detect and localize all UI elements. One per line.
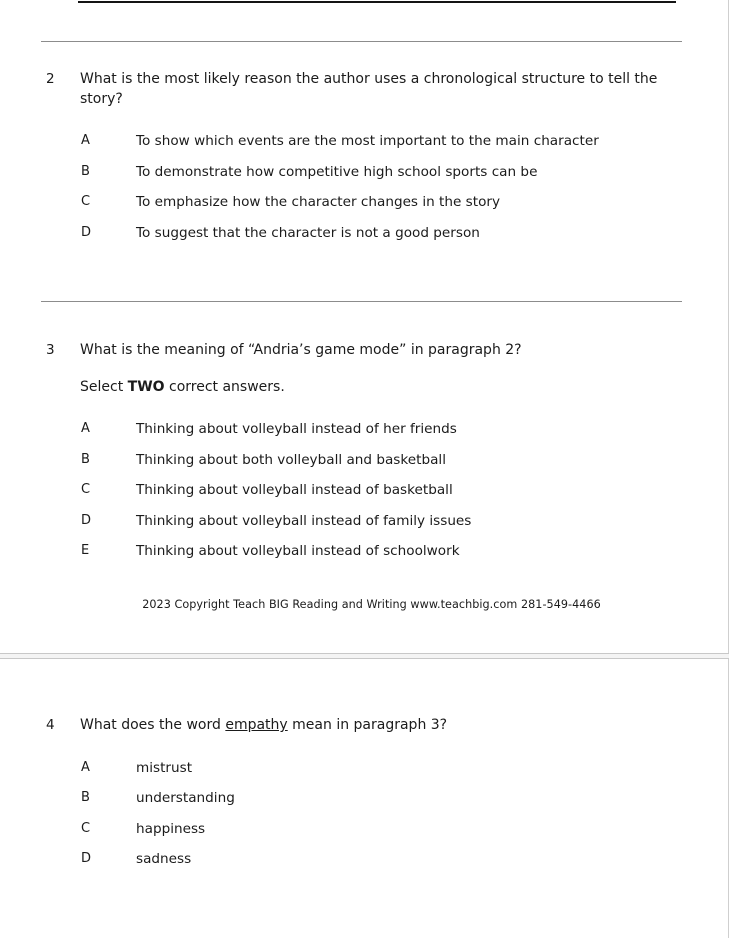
option-row[interactable] xyxy=(0,191,729,213)
option-letter: B xyxy=(81,451,90,467)
option-row[interactable] xyxy=(0,222,729,244)
option-row[interactable] xyxy=(0,510,729,532)
option-text: happiness xyxy=(136,820,206,837)
option-row[interactable] xyxy=(0,540,729,562)
question-2-options xyxy=(0,130,729,244)
option-letter: D xyxy=(81,224,92,240)
instruction-prefix: Select xyxy=(80,378,128,395)
option-text: Thinking about both volleyball and basketball xyxy=(136,451,446,468)
copyright-text: 2023 Copyright Teach BIG Reading and Writing www.teachbig.com 281-549-4466 xyxy=(142,598,601,611)
option-letter: B xyxy=(81,790,90,805)
question-block-2 xyxy=(0,70,729,252)
option-letter: A xyxy=(81,133,90,148)
option-text: Thinking about volleyball instead of basketball xyxy=(136,482,453,498)
option-text: To demonstrate how competitive high school sports can be xyxy=(136,163,538,180)
document-page-2 xyxy=(0,659,729,938)
option-text: To show which events are the most important to the main character xyxy=(136,133,599,149)
question-block-3 xyxy=(0,341,729,571)
option-text: To emphasize how the character changes in the story xyxy=(136,194,501,210)
option-row[interactable] xyxy=(0,161,729,183)
page-1-footer xyxy=(0,598,729,611)
option-letter: E xyxy=(81,543,90,558)
question-3-stem-text: What is the meaning of “Andria’s game mode” in paragraph 2? xyxy=(80,342,522,358)
question-3-options xyxy=(0,418,729,562)
option-text: mistrust xyxy=(136,759,193,776)
option-letter: C xyxy=(81,194,91,209)
option-row[interactable] xyxy=(0,449,729,471)
question-3-number: 3 xyxy=(46,342,55,358)
option-text: Thinking about volleyball instead of family issues xyxy=(136,512,472,529)
question-4-vocabulary-word: empathy xyxy=(225,717,288,733)
option-letter: C xyxy=(81,482,91,497)
question-2-stem: What is the most likely reason the author uses a chronological structure to tell the story? xyxy=(80,71,658,107)
question-4-number: 4 xyxy=(46,717,55,733)
instruction-emphasis: TWO xyxy=(127,378,165,395)
option-row[interactable] xyxy=(0,479,729,501)
option-letter: D xyxy=(81,512,92,528)
option-text: To suggest that the character is not a good person xyxy=(136,224,480,241)
question-4-options xyxy=(0,757,729,871)
question-3-stem xyxy=(80,341,729,397)
option-text: Thinking about volleyball instead of her friends xyxy=(136,421,457,437)
instruction-suffix: correct answers. xyxy=(164,378,285,395)
question-2-stem-row xyxy=(0,70,729,109)
option-row[interactable] xyxy=(0,757,729,779)
option-row[interactable] xyxy=(0,130,729,152)
option-letter: A xyxy=(81,759,90,775)
question-4-stem-row xyxy=(0,716,729,736)
previous-answer-box-bottom-edge xyxy=(78,0,676,3)
option-row[interactable] xyxy=(0,818,729,840)
question-4-stem-suffix: mean in paragraph 3? xyxy=(287,717,448,733)
option-text: sadness xyxy=(136,851,192,867)
option-letter: B xyxy=(81,163,90,179)
option-row[interactable] xyxy=(0,787,729,809)
divider-above-question-2 xyxy=(41,41,682,42)
option-letter: C xyxy=(81,820,91,836)
question-4-stem-prefix: What does the word xyxy=(80,717,226,733)
option-row[interactable] xyxy=(0,848,729,870)
question-block-4 xyxy=(0,716,729,879)
option-text: Thinking about volleyball instead of schoolwork xyxy=(136,543,460,559)
divider-above-question-3 xyxy=(41,301,682,302)
option-letter: A xyxy=(81,421,90,436)
option-text: understanding xyxy=(136,790,235,806)
option-row[interactable] xyxy=(0,418,729,440)
question-2-number: 2 xyxy=(46,71,55,87)
question-3-select-instruction xyxy=(80,378,679,398)
question-3-stem-row xyxy=(0,341,729,397)
option-letter: D xyxy=(81,851,92,866)
question-4-stem xyxy=(80,716,729,736)
